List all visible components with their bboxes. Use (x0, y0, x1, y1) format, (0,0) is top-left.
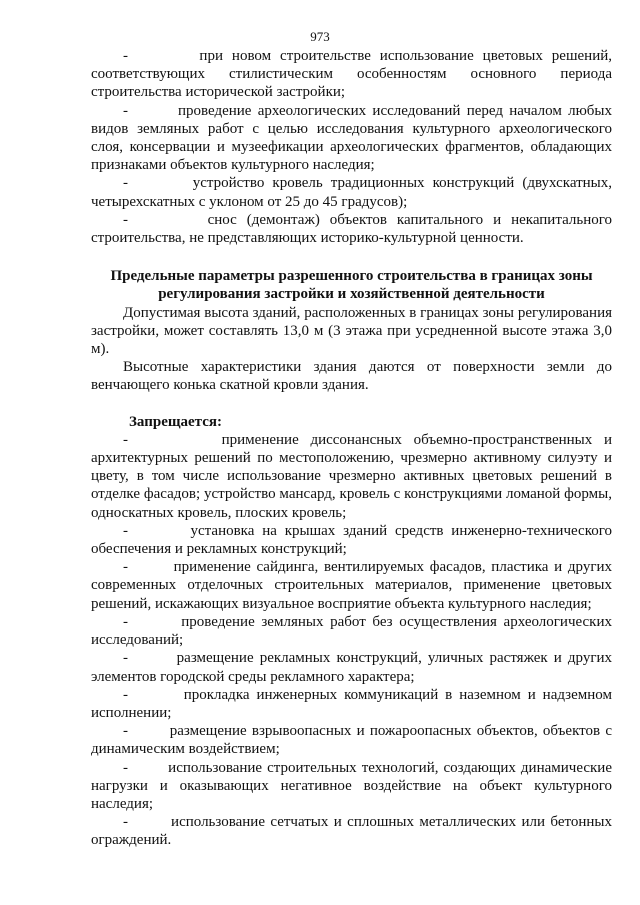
page-number: 973 (310, 29, 330, 44)
list-item: - снос (демонтаж) объектов капитального и некапитального строительства, не представляющих историко-культурной ценности. (91, 211, 612, 247)
paragraph-height: Допустимая высота зданий, расположенных в границах зоны регулирования застройки, может составлять 13,0 м (3 этажа при усредненной высоте этажа 3,0 м). (91, 304, 612, 358)
list-item: - применение сайдинга, вентилируемых фасадов, пластика и других современных отделочных строительных материалов, применение цветовых решений, искажающих визуальное восприятие объекта культурного наследия; (91, 559, 612, 612)
list-item: - устройство кровель традиционных конструкций (двухскатных, четырехскатных с уклоном от 25 до 45 градусов); (91, 175, 612, 210)
list-item: - использование строительных технологий, создающих динамические нагрузки и оказывающих негативное воздействие на объект культурного наследия; (91, 759, 612, 812)
list-item: - проведение земляных работ без осуществления археологических исследований; (91, 613, 612, 649)
list-item: - размещение взрывоопасных и пожароопасных объектов, объектов с динамическим воздействием; (91, 723, 612, 758)
list-item: - прокладка инженерных коммуникаций в наземном и надземном исполнении; (91, 686, 612, 721)
list-item: - проведение археологических исследований перед началом любых видов земляных работ с целью исследования культурного археологического слоя, консервации и музеефикации археологических фрагментов, обладающих признаками объектов культурного наследия; (91, 102, 612, 174)
list-item: - размещение рекламных конструкций, уличных растяжек и других элементов городской среды рекламного характера; (91, 650, 612, 685)
spacer (91, 395, 612, 413)
list-item: - использование сетчатых и сплошных металлических или бетонных ограждений. (91, 814, 612, 849)
section-heading (91, 267, 612, 303)
list-item: - при новом строительстве использование цветовых решений, соответствующих стилистическим особенностям основного периода строительства исторической застройки; (91, 48, 612, 101)
list-item: - установка на крышах зданий средств инженерно-технического обеспечения и рекламных конструкций; (91, 522, 612, 558)
paragraph-height-reference: Высотные характеристики здания даются от поверхности земли до венчающего конька скатной кровли здания. (91, 359, 612, 394)
section-heading-line: Предельные параметры разрешенного строительства в границах зоны (110, 268, 593, 285)
section-heading-line: регулирования застройки и хозяйственной деятельности (158, 286, 545, 303)
forbidden-label: Запрещается: (129, 413, 223, 430)
document-body (91, 47, 612, 850)
list-item: - применение диссонансных объемно-пространственных и архитектурных решений по местоположению, чрезмерно активному силуэту и цвету, в том числе использование чрезмерно активных цветовых решений в отделке фасадов; устройство мансард, кровель с конструкциями ломаной формы, односкатных кровель, плоских кровель; (91, 431, 612, 521)
